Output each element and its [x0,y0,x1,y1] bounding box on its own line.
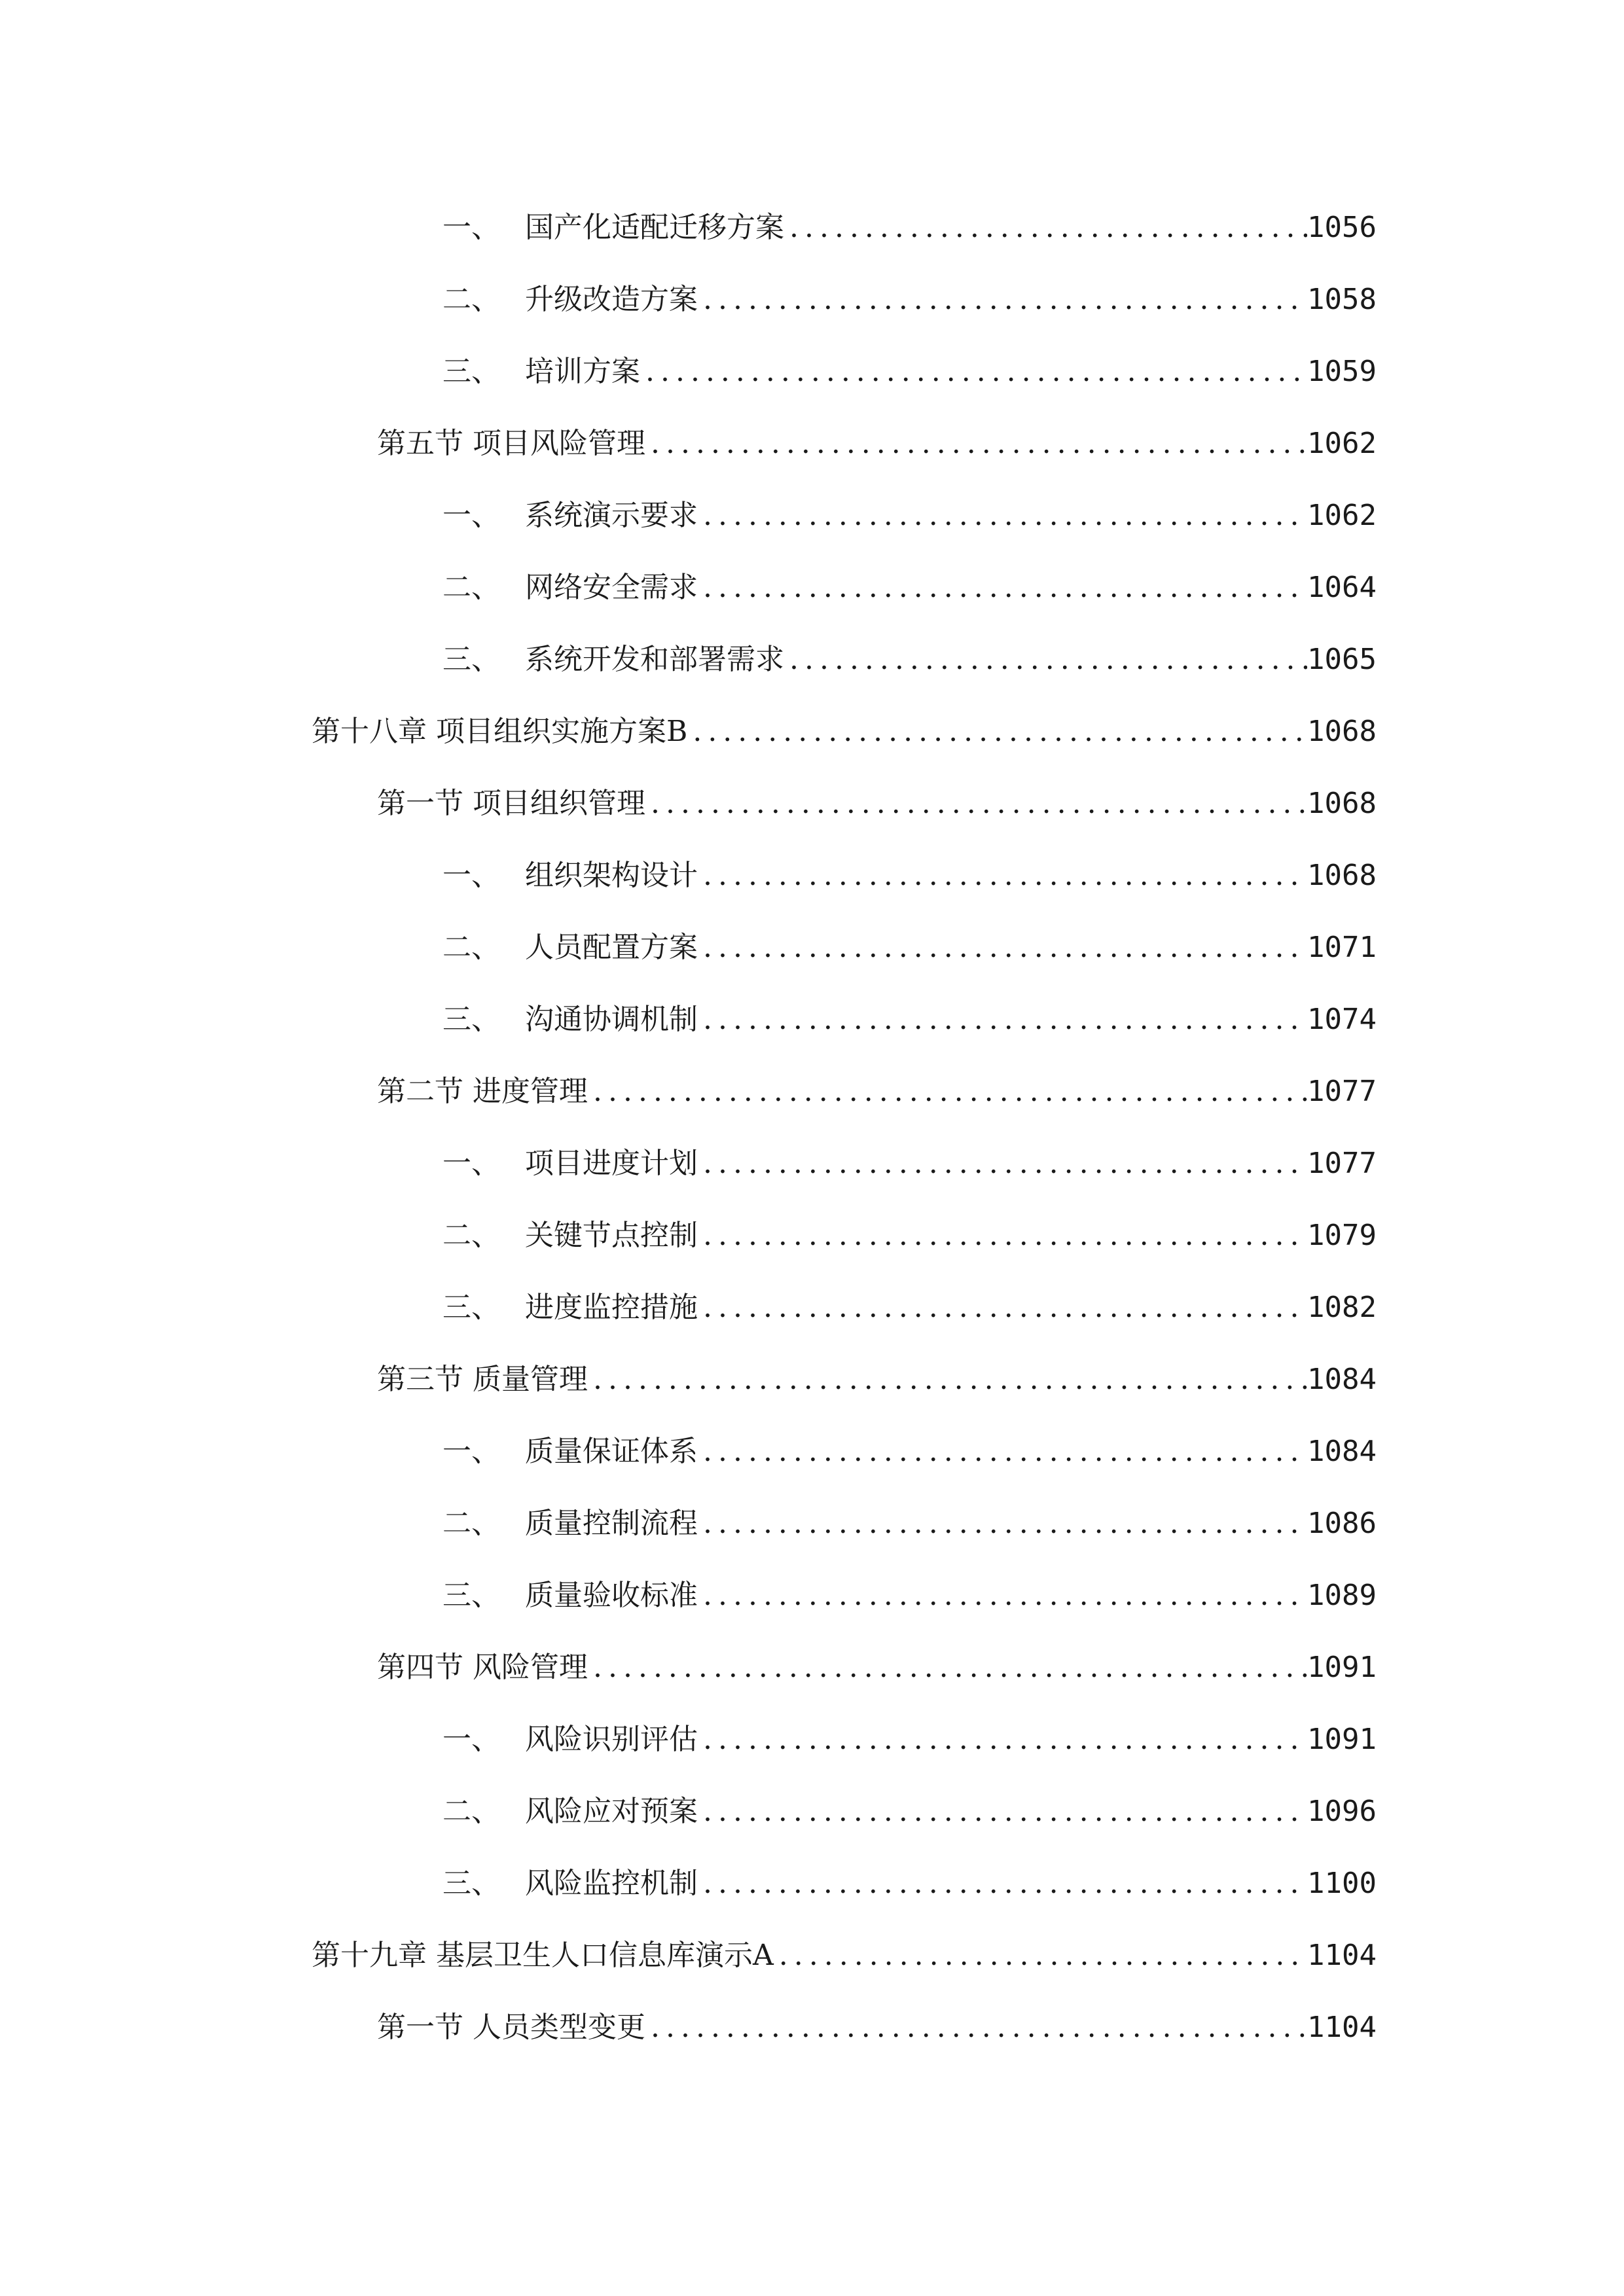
toc-entry-title: 人员配置方案 [525,931,698,964]
toc-entry-page: 1062 [1307,499,1377,532]
toc-entry-number: 二、 [442,571,500,604]
toc-entry-number: 三、 [442,1003,500,1036]
toc-entry[interactable] [442,1210,1377,1262]
toc-entry-title: 网络安全需求 [525,571,698,604]
toc-entry-page: 1084 [1307,1435,1377,1468]
toc-dot-leader [687,706,1307,758]
toc-entry-page: 1059 [1307,355,1377,388]
toc-dot-leader [698,1785,1307,1838]
toc-entry-page: 1077 [1307,1075,1377,1108]
toc-entry-title: 质量验收标准 [525,1579,698,1612]
toc-dot-leader [588,1354,1307,1406]
toc-entry[interactable] [442,1426,1377,1478]
toc-entry-page: 1074 [1307,1003,1377,1036]
toc-entry-number: 一、 [442,499,500,532]
toc-entry-number: 二、 [442,1795,500,1828]
toc-entry[interactable] [442,490,1377,542]
toc-entry-number: 二、 [442,1507,500,1540]
toc-entry-title: 第十八章 项目组织实施方案B [312,715,688,748]
toc-entry-page: 1082 [1307,1291,1377,1324]
toc-entry[interactable] [442,850,1377,902]
toc-entry-number: 一、 [442,859,500,892]
toc-dot-leader [698,490,1307,542]
toc-entry-page: 1068 [1307,859,1377,892]
toc-entry-title: 质量控制流程 [525,1507,698,1540]
toc-dot-leader [698,1570,1307,1622]
toc-entry-page: 1064 [1307,571,1377,604]
toc-entry-page: 1077 [1307,1147,1377,1180]
toc-entry-page: 1104 [1307,1939,1377,1972]
toc-dot-leader [698,1498,1307,1550]
toc-dot-leader [588,1641,1307,1694]
toc-entry-title: 第四节 风险管理 [377,1651,588,1684]
toc-entry[interactable] [442,562,1377,614]
toc-entry[interactable] [377,778,1377,830]
toc-entry-title: 第三节 质量管理 [377,1363,588,1396]
toc-dot-leader [640,346,1307,398]
toc-dot-leader [698,994,1307,1046]
toc-entry[interactable] [442,922,1377,974]
toc-entry-title: 进度监控措施 [525,1291,698,1324]
toc-dot-leader [698,1138,1307,1190]
toc-entry-page: 1091 [1307,1651,1377,1684]
toc-entry[interactable] [377,2001,1377,2054]
toc-entry-number: 三、 [442,1867,500,1900]
toc-dot-leader [698,1426,1307,1478]
toc-entry-title: 第二节 进度管理 [377,1075,588,1108]
toc-entry-title: 风险应对预案 [525,1795,698,1828]
toc-entry[interactable] [377,1066,1377,1118]
toc-entry[interactable] [442,1713,1377,1766]
toc-entry-page: 1068 [1307,715,1377,748]
toc-dot-leader [588,1066,1307,1118]
toc-entry-page: 1065 [1307,643,1377,676]
toc-entry-page: 1068 [1307,787,1377,820]
toc-entry-page: 1056 [1307,211,1377,244]
toc-dot-leader [698,1713,1307,1766]
toc-entry-title: 系统演示要求 [525,499,698,532]
toc-entry-title: 风险监控机制 [525,1867,698,1900]
toc-entry-number: 三、 [442,643,500,676]
toc-dot-leader [698,274,1307,326]
toc-entry[interactable] [377,1641,1377,1694]
toc-entry[interactable] [442,1282,1377,1334]
toc-entry[interactable] [312,1929,1377,1982]
toc-entry-page: 1058 [1307,283,1377,316]
toc-dot-leader [698,922,1307,974]
toc-dot-leader [698,1210,1307,1262]
toc-entry-page: 1100 [1307,1867,1377,1900]
toc-entry[interactable] [442,1570,1377,1622]
toc-entry[interactable] [312,706,1377,758]
toc-entry-number: 二、 [442,283,500,316]
toc-entry-number: 一、 [442,1147,500,1180]
toc-entry-title: 升级改造方案 [525,283,698,316]
toc-entry[interactable] [442,202,1377,254]
toc-entry-number: 二、 [442,931,500,964]
toc-entry[interactable] [442,1498,1377,1550]
toc-dot-leader [784,202,1307,254]
toc-entry-page: 1071 [1307,931,1377,964]
toc-entry-number: 一、 [442,1435,500,1468]
toc-entry-title: 第一节 人员类型变更 [377,2011,645,2044]
toc-entry-title: 风险识别评估 [525,1723,698,1756]
toc-entry-number: 三、 [442,355,500,388]
toc-entry[interactable] [442,1857,1377,1910]
toc-entry-title: 质量保证体系 [525,1435,698,1468]
toc-entry-title: 组织架构设计 [525,859,698,892]
toc-dot-leader [784,634,1307,686]
toc-dot-leader [774,1929,1307,1982]
toc-entry-page: 1096 [1307,1795,1377,1828]
toc-entry-number: 三、 [442,1291,500,1324]
toc-dot-leader [645,418,1307,470]
toc-entry-title: 项目进度计划 [525,1147,698,1180]
toc-entry-page: 1079 [1307,1219,1377,1252]
toc-entry-title: 国产化适配迁移方案 [525,211,784,244]
toc-entry-title: 第十九章 基层卫生人口信息库演示A [312,1939,774,1972]
toc-entry-title: 培训方案 [525,355,640,388]
toc-entry[interactable] [442,274,1377,326]
toc-dot-leader [645,778,1307,830]
toc-entry-page: 1091 [1307,1723,1377,1756]
toc-entry[interactable] [442,994,1377,1046]
toc-dot-leader [698,1282,1307,1334]
toc-entry[interactable] [442,634,1377,686]
toc-entry-page: 1089 [1307,1579,1377,1612]
toc-dot-leader [698,562,1307,614]
toc-entry-page: 1084 [1307,1363,1377,1396]
toc-dot-leader [698,1857,1307,1910]
toc-entry[interactable] [377,1354,1377,1406]
toc-entry-title: 沟通协调机制 [525,1003,698,1036]
toc-entry-number: 一、 [442,1723,500,1756]
toc-entry[interactable] [442,1138,1377,1190]
toc-entry-page: 1086 [1307,1507,1377,1540]
toc-dot-leader [698,850,1307,902]
toc-entry-title: 关键节点控制 [525,1219,698,1252]
toc-entry-title: 第一节 项目组织管理 [377,787,645,820]
toc-entry-number: 三、 [442,1579,500,1612]
toc-entry-number: 一、 [442,211,500,244]
toc-entry[interactable] [377,418,1377,470]
toc-entry-page: 1062 [1307,427,1377,460]
toc-entry[interactable] [442,346,1377,398]
toc-entry-page: 1104 [1307,2011,1377,2044]
toc-entry-title: 系统开发和部署需求 [525,643,784,676]
toc-entry-title: 第五节 项目风险管理 [377,427,645,460]
toc-entry[interactable] [442,1785,1377,1838]
toc-entry-number: 二、 [442,1219,500,1252]
toc-dot-leader [645,2001,1307,2054]
